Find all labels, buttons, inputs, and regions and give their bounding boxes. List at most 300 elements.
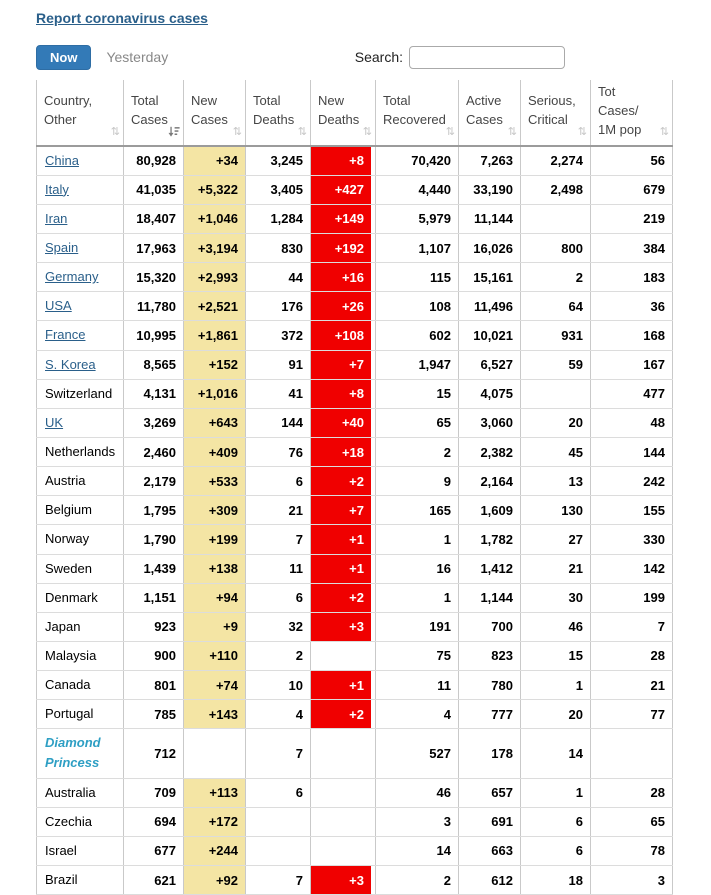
cell-country (37, 233, 124, 262)
cell-total-recovered: 602 (376, 321, 459, 350)
cell-cutoff (673, 467, 711, 496)
cell-new-deaths (311, 641, 376, 670)
cell-country (37, 146, 124, 176)
country-link-usa[interactable]: USA (45, 298, 72, 313)
cell-serious-critical: 1 (521, 778, 591, 807)
search-input[interactable] (409, 46, 565, 69)
cell-total-deaths: 11 (246, 554, 311, 583)
cell-cases-per-1m: 36 (591, 292, 673, 321)
new-deaths-badge: +2 (311, 700, 371, 728)
now-button[interactable]: Now (36, 45, 91, 70)
cell-cases-per-1m: 679 (591, 175, 673, 204)
cell-cutoff (673, 175, 711, 204)
cell-country (37, 554, 124, 583)
table-row-australia (37, 778, 711, 807)
cell-country (37, 807, 124, 836)
cell-country (37, 204, 124, 233)
new-deaths-badge: +2 (311, 467, 371, 495)
cell-new-deaths (311, 836, 376, 865)
cell-total-recovered: 1,107 (376, 233, 459, 262)
cell-total-cases: 18,407 (124, 204, 184, 233)
cell-cutoff (673, 836, 711, 865)
cell-cutoff (673, 350, 711, 379)
cell-cutoff (673, 700, 711, 729)
column-header-country-other[interactable] (37, 80, 124, 146)
cell-total-recovered: 16 (376, 554, 459, 583)
column-header-new-cases[interactable] (184, 80, 246, 146)
sort-both-icon: ⇅ (508, 127, 517, 138)
cell-total-recovered: 65 (376, 408, 459, 437)
table-row-switzerland (37, 379, 711, 408)
cell-serious-critical: 130 (521, 496, 591, 525)
cell-new-deaths (311, 496, 376, 525)
cell-cases-per-1m: 21 (591, 671, 673, 700)
cell-new-cases: +34 (184, 146, 246, 176)
cell-new-deaths (311, 729, 376, 778)
cell-serious-critical: 27 (521, 525, 591, 554)
table-controls (36, 44, 711, 70)
cell-country (37, 866, 124, 895)
cell-new-cases: +199 (184, 525, 246, 554)
cell-new-cases: +409 (184, 437, 246, 466)
cell-cutoff (673, 525, 711, 554)
table-row-belgium (37, 496, 711, 525)
cell-total-cases: 2,460 (124, 437, 184, 466)
column-header-label: Total Recovered (383, 93, 446, 127)
cell-cutoff (673, 641, 711, 670)
cell-serious-critical: 59 (521, 350, 591, 379)
cell-serious-critical: 931 (521, 321, 591, 350)
cell-total-deaths: 6 (246, 778, 311, 807)
table-row-canada (37, 671, 711, 700)
cell-active-cases: 823 (459, 641, 521, 670)
cell-active-cases: 691 (459, 807, 521, 836)
table-row-italy (37, 175, 711, 204)
table-row-spain (37, 233, 711, 262)
new-deaths-badge: +8 (311, 147, 371, 175)
cell-total-deaths: 6 (246, 583, 311, 612)
column-header-label: New Cases (191, 93, 228, 127)
cell-new-deaths (311, 778, 376, 807)
cell-new-deaths (311, 321, 376, 350)
table-header-row (37, 80, 711, 146)
new-deaths-badge: +1 (311, 555, 371, 583)
cell-total-cases: 11,780 (124, 292, 184, 321)
cell-new-cases (184, 729, 246, 778)
cell-total-recovered: 75 (376, 641, 459, 670)
cell-new-deaths (311, 263, 376, 292)
table-row-austria (37, 467, 711, 496)
cell-country (37, 729, 124, 778)
cell-country (37, 496, 124, 525)
country-name-portugal: Portugal (45, 706, 93, 721)
country-name-australia: Australia (45, 785, 96, 800)
country-name-austria: Austria (45, 473, 85, 488)
cell-active-cases: 4,075 (459, 379, 521, 408)
cell-cutoff (673, 807, 711, 836)
cell-new-cases: +143 (184, 700, 246, 729)
cell-country (37, 700, 124, 729)
new-deaths-badge: +3 (311, 613, 371, 641)
cell-total-cases: 694 (124, 807, 184, 836)
cell-total-deaths: 6 (246, 467, 311, 496)
table-row-netherlands (37, 437, 711, 466)
country-name-denmark: Denmark (45, 590, 98, 605)
cell-new-cases: +1,016 (184, 379, 246, 408)
cell-active-cases: 2,164 (459, 467, 521, 496)
country-link-s-korea[interactable]: S. Korea (45, 357, 96, 372)
cell-serious-critical: 2 (521, 263, 591, 292)
cell-country (37, 350, 124, 379)
cell-cutoff (673, 496, 711, 525)
cell-total-recovered: 15 (376, 379, 459, 408)
cell-cases-per-1m: 7 (591, 612, 673, 641)
cell-new-cases: +172 (184, 807, 246, 836)
cell-cases-per-1m: 142 (591, 554, 673, 583)
new-deaths-badge: +7 (311, 496, 371, 524)
report-cases-link[interactable]: Report coronavirus cases (36, 10, 208, 26)
cell-total-cases: 1,151 (124, 583, 184, 612)
cell-total-deaths: 176 (246, 292, 311, 321)
new-deaths-badge: +149 (311, 205, 371, 233)
new-deaths-badge: +3 (311, 866, 371, 894)
search-group (355, 46, 565, 69)
cell-total-cases: 15,320 (124, 263, 184, 292)
country-link-spain[interactable]: Spain (45, 240, 78, 255)
cell-new-cases: +138 (184, 554, 246, 583)
cell-new-deaths (311, 233, 376, 262)
cell-total-recovered: 165 (376, 496, 459, 525)
country-name-israel: Israel (45, 843, 77, 858)
cell-total-recovered: 191 (376, 612, 459, 641)
cell-serious-critical: 30 (521, 583, 591, 612)
cell-cases-per-1m (591, 729, 673, 778)
cell-total-deaths: 2 (246, 641, 311, 670)
cell-country (37, 379, 124, 408)
cell-total-cases: 621 (124, 866, 184, 895)
cell-cutoff (673, 866, 711, 895)
cell-serious-critical: 6 (521, 836, 591, 865)
column-header-tot-cases-1m-pop[interactable] (591, 80, 673, 146)
cell-total-recovered: 115 (376, 263, 459, 292)
new-deaths-badge: +18 (311, 438, 371, 466)
country-name-canada: Canada (45, 677, 91, 692)
cell-cutoff (673, 379, 711, 408)
cell-total-deaths: 7 (246, 866, 311, 895)
cell-new-cases: +9 (184, 612, 246, 641)
cell-serious-critical: 20 (521, 700, 591, 729)
table-row-germany (37, 263, 711, 292)
table-row-portugal (37, 700, 711, 729)
cell-new-cases: +309 (184, 496, 246, 525)
country-name-sweden: Sweden (45, 561, 92, 576)
column-header-label: Country, Other (44, 93, 92, 127)
table-row-usa (37, 292, 711, 321)
column-header-new-deaths[interactable] (311, 80, 376, 146)
cell-active-cases: 663 (459, 836, 521, 865)
cell-total-deaths (246, 807, 311, 836)
cell-cutoff (673, 263, 711, 292)
cell-cases-per-1m: 3 (591, 866, 673, 895)
cell-cutoff (673, 437, 711, 466)
cell-active-cases: 1,609 (459, 496, 521, 525)
cell-active-cases: 3,060 (459, 408, 521, 437)
country-name-diamond-princess: Diamond Princess (45, 735, 101, 770)
cell-active-cases: 612 (459, 866, 521, 895)
cell-new-deaths (311, 583, 376, 612)
country-link-uk[interactable]: UK (45, 415, 63, 430)
cell-country (37, 321, 124, 350)
country-link-iran[interactable]: Iran (45, 211, 67, 226)
cell-country (37, 467, 124, 496)
cell-serious-critical: 21 (521, 554, 591, 583)
cell-total-cases: 801 (124, 671, 184, 700)
cell-total-deaths: 830 (246, 233, 311, 262)
cell-serious-critical: 1 (521, 671, 591, 700)
cell-serious-critical: 6 (521, 807, 591, 836)
sort-both-icon: ⇅ (578, 127, 587, 138)
cell-total-recovered: 46 (376, 778, 459, 807)
cell-cases-per-1m: 183 (591, 263, 673, 292)
cell-active-cases: 10,021 (459, 321, 521, 350)
cell-new-cases: +1,861 (184, 321, 246, 350)
new-deaths-badge: +2 (311, 584, 371, 612)
column-header-label: Total Cases (131, 93, 168, 127)
cell-total-recovered: 527 (376, 729, 459, 778)
table-row-japan (37, 612, 711, 641)
cell-active-cases: 15,161 (459, 263, 521, 292)
country-name-switzerland: Switzerland (45, 386, 112, 401)
cell-total-recovered: 3 (376, 807, 459, 836)
column-header-label: Tot Cases/ 1M pop (598, 84, 641, 137)
cell-new-deaths (311, 350, 376, 379)
cell-total-cases: 10,995 (124, 321, 184, 350)
cell-total-recovered: 1 (376, 583, 459, 612)
cell-total-deaths: 10 (246, 671, 311, 700)
new-deaths-badge: +427 (311, 176, 371, 204)
cell-total-cases: 17,963 (124, 233, 184, 262)
cell-new-deaths (311, 671, 376, 700)
new-deaths-badge: +16 (311, 263, 371, 291)
table-row-iran (37, 204, 711, 233)
cell-total-cases: 2,179 (124, 467, 184, 496)
cell-total-recovered: 108 (376, 292, 459, 321)
cell-total-cases: 712 (124, 729, 184, 778)
cell-cases-per-1m: 28 (591, 778, 673, 807)
cell-country (37, 778, 124, 807)
cell-cases-per-1m: 330 (591, 525, 673, 554)
cell-cases-per-1m: 477 (591, 379, 673, 408)
cell-new-deaths (311, 525, 376, 554)
cell-total-deaths: 21 (246, 496, 311, 525)
country-link-italy[interactable]: Italy (45, 182, 69, 197)
cell-country (37, 437, 124, 466)
cell-cases-per-1m: 242 (591, 467, 673, 496)
cell-cases-per-1m: 384 (591, 233, 673, 262)
country-link-germany[interactable]: Germany (45, 269, 98, 284)
cell-total-recovered: 1 (376, 525, 459, 554)
table-row-s-korea (37, 350, 711, 379)
cases-table-container (36, 80, 711, 895)
cell-active-cases: 11,496 (459, 292, 521, 321)
country-name-japan: Japan (45, 619, 80, 634)
cell-total-recovered: 2 (376, 437, 459, 466)
table-row-denmark (37, 583, 711, 612)
cell-serious-critical (521, 204, 591, 233)
cell-total-recovered: 9 (376, 467, 459, 496)
cell-total-cases: 785 (124, 700, 184, 729)
cell-total-cases: 4,131 (124, 379, 184, 408)
cell-total-recovered: 70,420 (376, 146, 459, 176)
cell-new-deaths (311, 437, 376, 466)
cell-active-cases: 2,382 (459, 437, 521, 466)
cell-cutoff (673, 729, 711, 778)
table-row-israel (37, 836, 711, 865)
table-row-uk (37, 408, 711, 437)
cell-cutoff (673, 204, 711, 233)
cell-total-deaths: 144 (246, 408, 311, 437)
table-row-norway (37, 525, 711, 554)
sort-amount-desc-icon (168, 126, 180, 138)
cell-new-cases: +533 (184, 467, 246, 496)
table-row-france (37, 321, 711, 350)
table-row-czechia (37, 807, 711, 836)
cell-new-cases: +110 (184, 641, 246, 670)
cell-cases-per-1m: 219 (591, 204, 673, 233)
cell-total-cases: 1,439 (124, 554, 184, 583)
cell-total-cases: 709 (124, 778, 184, 807)
cell-total-deaths: 44 (246, 263, 311, 292)
cell-new-deaths (311, 700, 376, 729)
cell-cases-per-1m: 199 (591, 583, 673, 612)
cell-total-deaths: 7 (246, 525, 311, 554)
table-row-brazil (37, 866, 711, 895)
country-name-netherlands: Netherlands (45, 444, 115, 459)
cell-new-deaths (311, 146, 376, 176)
cell-active-cases: 6,527 (459, 350, 521, 379)
country-link-china[interactable]: China (45, 153, 79, 168)
cell-cases-per-1m: 155 (591, 496, 673, 525)
column-header-label: Active Cases (466, 93, 503, 127)
cell-total-cases: 923 (124, 612, 184, 641)
cell-active-cases: 11,144 (459, 204, 521, 233)
country-name-norway: Norway (45, 531, 89, 546)
cell-total-cases: 677 (124, 836, 184, 865)
cell-country (37, 408, 124, 437)
cell-country (37, 583, 124, 612)
cell-total-recovered: 14 (376, 836, 459, 865)
new-deaths-badge: +1 (311, 671, 371, 699)
cell-cases-per-1m: 65 (591, 807, 673, 836)
cell-total-recovered: 2 (376, 866, 459, 895)
cell-cutoff (673, 321, 711, 350)
new-deaths-badge: +8 (311, 380, 371, 408)
column-header-serious-critical[interactable] (521, 80, 591, 146)
cell-serious-critical (521, 379, 591, 408)
cell-country (37, 175, 124, 204)
column-header-total-cases[interactable] (124, 80, 184, 146)
cell-total-cases: 8,565 (124, 350, 184, 379)
cell-active-cases: 16,026 (459, 233, 521, 262)
cell-new-deaths (311, 292, 376, 321)
cell-serious-critical: 14 (521, 729, 591, 778)
cell-new-cases: +92 (184, 866, 246, 895)
cell-new-deaths (311, 807, 376, 836)
cell-new-cases: +3,194 (184, 233, 246, 262)
cell-cutoff (673, 292, 711, 321)
cell-total-cases: 1,790 (124, 525, 184, 554)
cell-new-cases: +1,046 (184, 204, 246, 233)
cell-total-cases: 80,928 (124, 146, 184, 176)
cell-total-deaths: 4 (246, 700, 311, 729)
cell-serious-critical: 2,274 (521, 146, 591, 176)
cell-country (37, 641, 124, 670)
cell-new-deaths (311, 554, 376, 583)
cell-new-cases: +113 (184, 778, 246, 807)
cell-cases-per-1m: 167 (591, 350, 673, 379)
cell-total-recovered: 4 (376, 700, 459, 729)
table-row-china (37, 146, 711, 176)
cell-cutoff (673, 146, 711, 176)
new-deaths-badge: +1 (311, 525, 371, 553)
new-deaths-badge: +192 (311, 234, 371, 262)
cell-serious-critical: 18 (521, 866, 591, 895)
sort-both-icon: ⇅ (446, 127, 455, 138)
cell-cutoff (673, 554, 711, 583)
sort-both-icon: ⇅ (298, 127, 307, 138)
cell-new-deaths (311, 408, 376, 437)
sort-both-icon: ⇅ (660, 127, 669, 138)
cell-cutoff (673, 233, 711, 262)
cell-serious-critical: 46 (521, 612, 591, 641)
cell-total-recovered: 11 (376, 671, 459, 700)
cell-active-cases: 657 (459, 778, 521, 807)
sort-both-icon: ⇅ (363, 127, 372, 138)
cell-new-deaths (311, 866, 376, 895)
cell-total-deaths: 91 (246, 350, 311, 379)
cell-country (37, 263, 124, 292)
sort-both-icon: ⇅ (111, 127, 120, 138)
cell-active-cases: 7,263 (459, 146, 521, 176)
column-header-total-recovered[interactable] (376, 80, 459, 146)
cell-total-cases: 1,795 (124, 496, 184, 525)
yesterday-button[interactable]: Yesterday (106, 49, 168, 65)
cell-new-deaths (311, 204, 376, 233)
cell-new-cases: +152 (184, 350, 246, 379)
table-row-malaysia (37, 641, 711, 670)
table-row-diamond-princess (37, 729, 711, 778)
column-header-total-deaths[interactable] (246, 80, 311, 146)
cell-total-deaths: 7 (246, 729, 311, 778)
cell-cases-per-1m: 28 (591, 641, 673, 670)
cell-active-cases: 777 (459, 700, 521, 729)
column-header-label: Serious, Critical (528, 93, 576, 127)
country-name-belgium: Belgium (45, 502, 92, 517)
cell-serious-critical: 15 (521, 641, 591, 670)
cell-total-deaths: 32 (246, 612, 311, 641)
country-link-france[interactable]: France (45, 327, 85, 342)
cell-country (37, 671, 124, 700)
cell-cutoff (673, 778, 711, 807)
cell-cases-per-1m: 56 (591, 146, 673, 176)
cell-active-cases: 1,144 (459, 583, 521, 612)
cell-cases-per-1m: 78 (591, 836, 673, 865)
country-name-brazil: Brazil (45, 872, 78, 887)
country-name-malaysia: Malaysia (45, 648, 96, 663)
cell-new-cases: +2,521 (184, 292, 246, 321)
cell-new-deaths (311, 175, 376, 204)
column-header-active-cases[interactable] (459, 80, 521, 146)
